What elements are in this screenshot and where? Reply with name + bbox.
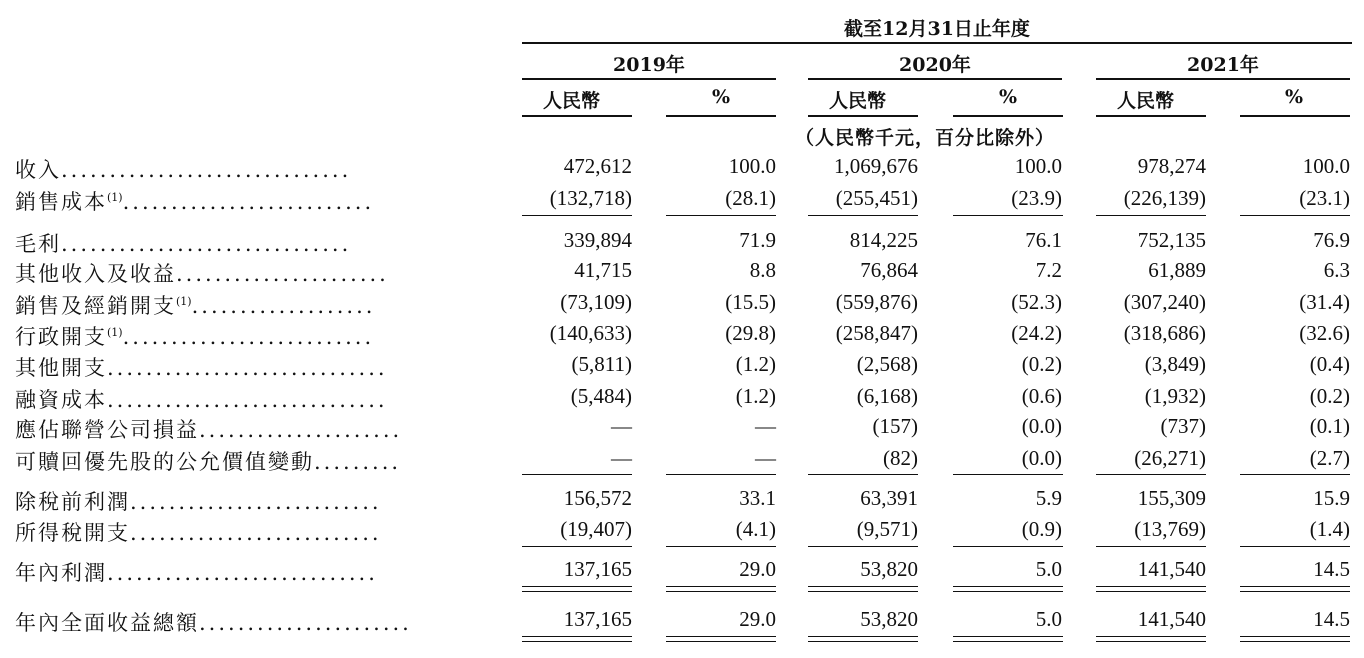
value-cell: (0.0) — [1021, 446, 1062, 470]
row-label — [15, 186, 374, 216]
sub-rule — [808, 115, 918, 117]
underline — [1240, 474, 1350, 475]
underline — [808, 215, 918, 216]
value-cell: (9,571) — [856, 517, 918, 541]
value-cell: (23.1) — [1299, 186, 1350, 210]
row-label-text: 銷售成本 — [15, 190, 107, 214]
row-label-text: 行政開支 — [15, 325, 107, 349]
value-cell: (31.4) — [1299, 290, 1350, 314]
value-cell: (2,568) — [856, 352, 918, 376]
value-cell: (0.9) — [1021, 517, 1062, 541]
value-cell: (5,484) — [570, 384, 632, 408]
value-cell: 100.0 — [1302, 154, 1350, 178]
value-cell: 76.9 — [1313, 228, 1350, 252]
underline — [953, 474, 1063, 475]
underline — [522, 474, 632, 475]
row-label-text: 除稅前利潤 — [15, 490, 130, 514]
value-cell: 53,820 — [860, 557, 918, 581]
value-cell: 100.0 — [1014, 154, 1062, 178]
value-cell: (1.4) — [1309, 517, 1350, 541]
double-underline — [522, 636, 632, 637]
year-2019-heading: 2019年 — [613, 54, 685, 76]
value-cell: 1,069,676 — [834, 154, 918, 178]
value-cell: (6,168) — [856, 384, 918, 408]
row-label — [15, 258, 389, 288]
sub-rule — [1240, 115, 1350, 117]
leader-dots: ............................. — [107, 356, 388, 380]
double-underline — [1240, 591, 1350, 592]
value-cell: 71.9 — [739, 228, 776, 252]
leader-dots: ......... — [314, 450, 402, 474]
double-underline — [1240, 641, 1350, 642]
underline — [666, 546, 776, 547]
value-cell: (24.2) — [1011, 321, 1062, 345]
footnote-ref: (1) — [107, 326, 123, 339]
value-cell: 29.0 — [739, 557, 776, 581]
double-underline — [666, 641, 776, 642]
value-cell: 29.0 — [739, 607, 776, 631]
value-cell: (3,849) — [1144, 352, 1206, 376]
value-cell: (23.9) — [1011, 186, 1062, 210]
value-cell: (5,811) — [571, 352, 632, 376]
value-cell: 100.0 — [728, 154, 776, 178]
value-cell: (15.5) — [725, 290, 776, 314]
leader-dots: ...................... — [176, 262, 389, 286]
sub-rule — [666, 115, 776, 117]
leader-dots: ............................. — [107, 388, 388, 412]
sub-rule — [522, 115, 632, 117]
row-label — [15, 446, 401, 476]
value-cell: (307,240) — [1123, 290, 1206, 314]
row-label — [15, 228, 351, 258]
value-cell: 978,274 — [1137, 154, 1206, 178]
underline — [808, 546, 918, 547]
value-cell: — — [611, 414, 632, 438]
underline — [1096, 215, 1206, 216]
leader-dots: .............................. — [61, 232, 352, 256]
double-underline — [1240, 636, 1350, 637]
value-cell: 5.0 — [1035, 607, 1062, 631]
row-label-text: 年內利潤 — [15, 561, 107, 585]
value-cell: (32.6) — [1299, 321, 1350, 345]
period-rule — [522, 42, 1352, 44]
year-2021-rule — [1096, 78, 1350, 80]
year-2020-heading: 2020年 — [899, 54, 971, 76]
row-label — [15, 384, 388, 414]
value-cell: 5.0 — [1035, 557, 1062, 581]
double-underline — [953, 641, 1063, 642]
footnote-ref: (1) — [176, 295, 192, 308]
value-cell: — — [611, 446, 632, 470]
unit-note: （人民幣千元，百分比除外） — [795, 127, 1056, 149]
row-label-text: 其他收入及收益 — [15, 262, 176, 286]
row-label — [15, 290, 375, 320]
value-cell: (26,271) — [1134, 446, 1206, 470]
leader-dots: .......................... — [130, 490, 382, 514]
underline — [1240, 215, 1350, 216]
double-underline — [1096, 641, 1206, 642]
double-underline — [1096, 636, 1206, 637]
leader-dots: .......................... — [122, 325, 375, 349]
value-cell: (255,451) — [835, 186, 918, 210]
value-cell: (0.1) — [1309, 414, 1350, 438]
double-underline — [1240, 586, 1350, 587]
sub-rule — [953, 115, 1063, 117]
row-label-text: 應佔聯營公司損益 — [15, 418, 199, 442]
value-cell: 155,309 — [1137, 486, 1206, 510]
value-cell: 8.8 — [749, 258, 776, 282]
double-underline — [953, 591, 1063, 592]
underline — [953, 215, 1063, 216]
leader-dots: ................... — [191, 294, 376, 318]
value-cell: 14.5 — [1313, 607, 1350, 631]
value-cell: 339,894 — [563, 228, 632, 252]
footnote-ref: (1) — [107, 191, 123, 204]
col-pct-2021: % — [1285, 86, 1304, 108]
double-underline — [808, 641, 918, 642]
underline — [808, 474, 918, 475]
value-cell: (4.1) — [735, 517, 776, 541]
value-cell: 61,889 — [1148, 258, 1206, 282]
underline — [666, 474, 776, 475]
row-label — [15, 154, 351, 184]
value-cell: 141,540 — [1137, 607, 1206, 631]
leader-dots: ..................... — [199, 418, 403, 442]
double-underline — [1096, 586, 1206, 587]
value-cell: (82) — [883, 446, 918, 470]
double-underline — [1096, 591, 1206, 592]
double-underline — [522, 591, 632, 592]
leader-dots: .......................... — [122, 190, 375, 214]
value-cell: (0.6) — [1021, 384, 1062, 408]
value-cell: (73,109) — [560, 290, 632, 314]
underline — [1096, 474, 1206, 475]
row-label — [15, 557, 378, 587]
value-cell: 141,540 — [1137, 557, 1206, 581]
sub-rule — [1096, 115, 1206, 117]
row-label — [15, 414, 402, 444]
double-underline — [666, 591, 776, 592]
value-cell: 15.9 — [1313, 486, 1350, 510]
value-cell: 76.1 — [1025, 228, 1062, 252]
value-cell: 472,612 — [563, 154, 632, 178]
double-underline — [666, 586, 776, 587]
underline — [953, 546, 1063, 547]
value-cell: (258,847) — [835, 321, 918, 345]
value-cell: (1.2) — [735, 384, 776, 408]
year-2020-rule — [808, 78, 1062, 80]
value-cell: 814,225 — [849, 228, 918, 252]
row-label — [15, 486, 382, 516]
underline — [1096, 546, 1206, 547]
col-pct-2019: % — [712, 86, 731, 108]
value-cell: — — [755, 446, 776, 470]
value-cell: 41,715 — [574, 258, 632, 282]
double-underline — [522, 586, 632, 587]
value-cell: (52.3) — [1011, 290, 1062, 314]
leader-dots: ............................ — [107, 561, 378, 585]
col-rmb-2021: 人民幣 — [1117, 90, 1175, 112]
value-cell: 53,820 — [860, 607, 918, 631]
value-cell: (132,718) — [549, 186, 632, 210]
double-underline — [808, 591, 918, 592]
row-label — [15, 352, 388, 382]
value-cell: (2.7) — [1309, 446, 1350, 470]
value-cell: (28.1) — [725, 186, 776, 210]
row-label — [15, 321, 374, 351]
row-label-text: 收入 — [15, 158, 61, 182]
value-cell: (157) — [872, 414, 918, 438]
value-cell: (29.8) — [725, 321, 776, 345]
value-cell: 33.1 — [739, 486, 776, 510]
double-underline — [953, 586, 1063, 587]
year-2021-heading: 2021年 — [1187, 54, 1259, 76]
leader-dots: .......................... — [130, 521, 382, 545]
double-underline — [666, 636, 776, 637]
value-cell: (0.0) — [1021, 414, 1062, 438]
value-cell: (0.4) — [1309, 352, 1350, 376]
double-underline — [522, 641, 632, 642]
underline — [522, 215, 632, 216]
value-cell: 752,135 — [1137, 228, 1206, 252]
year-2019-rule — [522, 78, 776, 80]
row-label — [15, 607, 412, 637]
value-cell: (140,633) — [549, 321, 632, 345]
value-cell: 156,572 — [563, 486, 632, 510]
value-cell: (0.2) — [1021, 352, 1062, 376]
value-cell: (19,407) — [560, 517, 632, 541]
row-label-text: 毛利 — [15, 232, 61, 256]
value-cell: (1.2) — [735, 352, 776, 376]
value-cell: (559,876) — [835, 290, 918, 314]
value-cell: 63,391 — [860, 486, 918, 510]
value-cell: 76,864 — [860, 258, 918, 282]
row-label-text: 融資成本 — [15, 388, 107, 412]
period-heading: 截至12月31日止年度 — [844, 18, 1030, 40]
row-label-text: 銷售及經銷開支 — [15, 294, 176, 318]
col-pct-2020: % — [999, 86, 1018, 108]
row-label-text: 年內全面收益總額 — [15, 611, 199, 635]
row-label-text: 其他開支 — [15, 356, 107, 380]
value-cell: (226,139) — [1123, 186, 1206, 210]
value-cell: (0.2) — [1309, 384, 1350, 408]
leader-dots: .............................. — [61, 158, 352, 182]
value-cell: 5.9 — [1035, 486, 1062, 510]
underline — [1240, 546, 1350, 547]
value-cell: 6.3 — [1323, 258, 1350, 282]
value-cell: 137,165 — [563, 607, 632, 631]
value-cell: 7.2 — [1035, 258, 1062, 282]
double-underline — [953, 636, 1063, 637]
underline — [522, 546, 632, 547]
double-underline — [808, 586, 918, 587]
leader-dots: ...................... — [199, 611, 412, 635]
row-label-text: 可贖回優先股的公允價值變動 — [15, 450, 314, 474]
underline — [666, 215, 776, 216]
value-cell: 14.5 — [1313, 557, 1350, 581]
double-underline — [808, 636, 918, 637]
value-cell: 137,165 — [563, 557, 632, 581]
row-label-text: 所得稅開支 — [15, 521, 130, 545]
value-cell: — — [755, 414, 776, 438]
value-cell: (737) — [1160, 414, 1206, 438]
col-rmb-2019: 人民幣 — [543, 90, 601, 112]
value-cell: (1,932) — [1144, 384, 1206, 408]
col-rmb-2020: 人民幣 — [829, 90, 887, 112]
value-cell: (13,769) — [1134, 517, 1206, 541]
value-cell: (318,686) — [1123, 321, 1206, 345]
row-label — [15, 517, 382, 547]
